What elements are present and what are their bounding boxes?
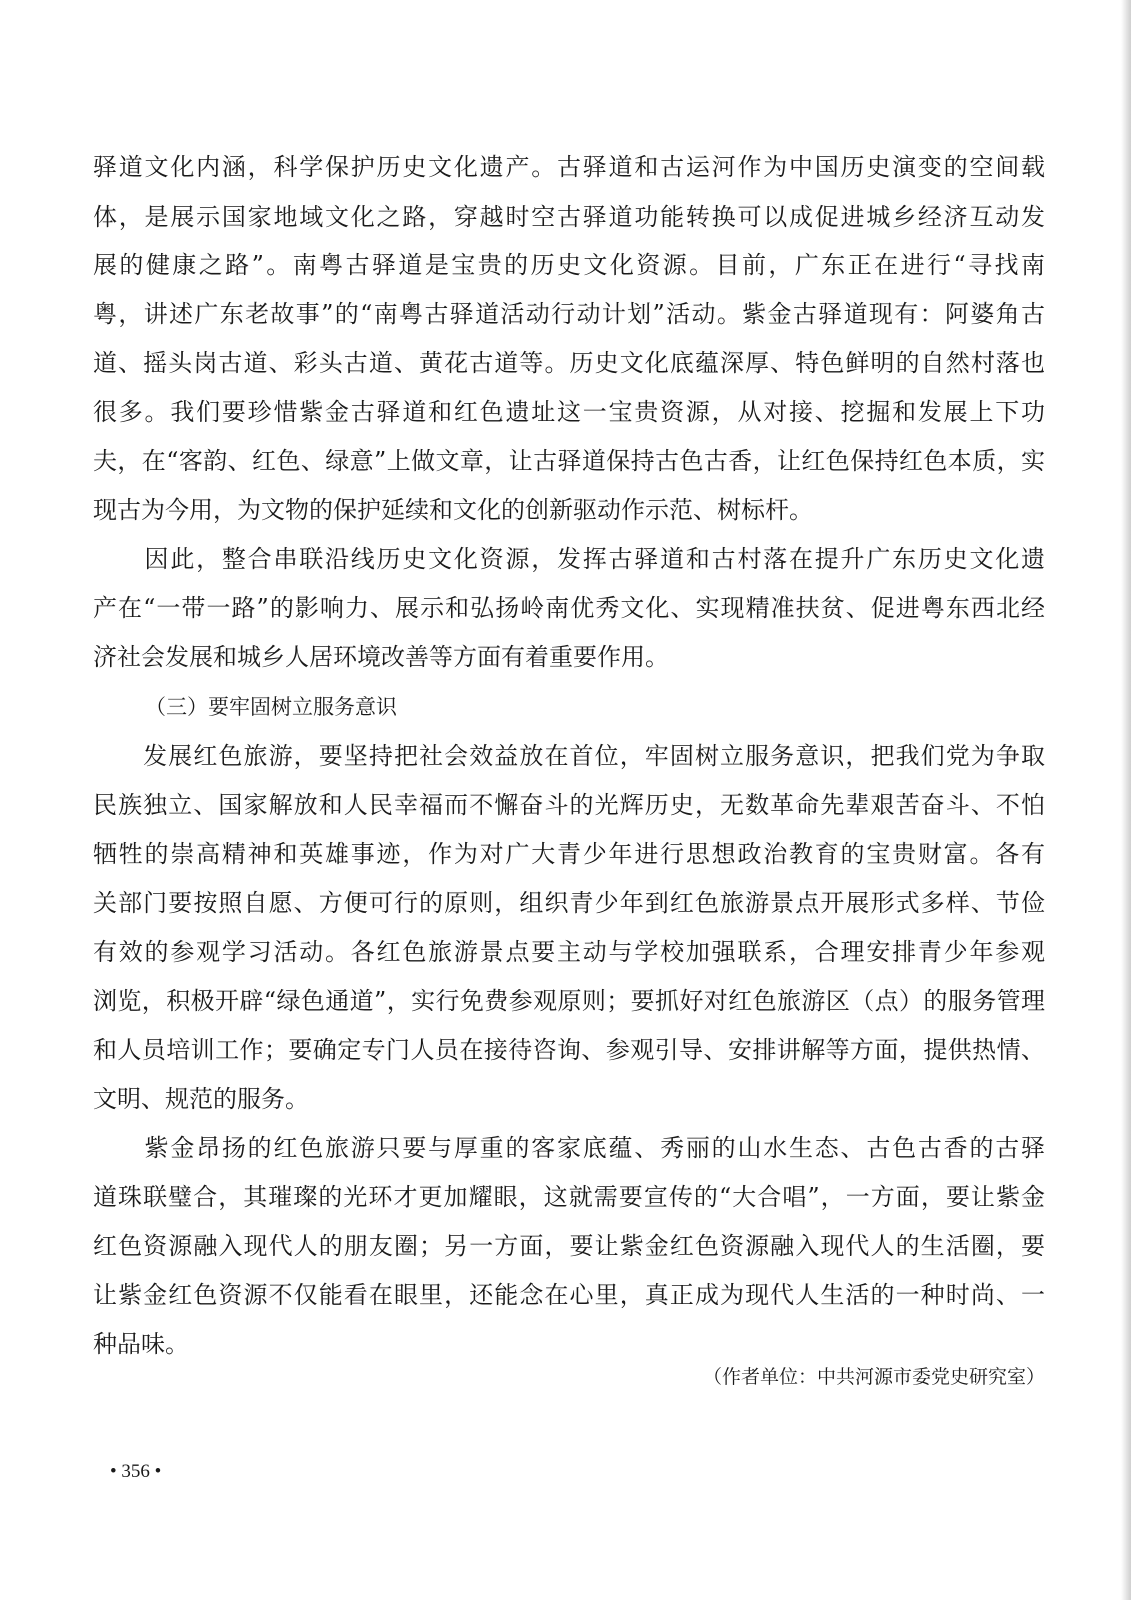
body-line: 牺牲的崇高精神和英雄事迹，作为对广大青少年进行思想政治教育的宝贵财富。各有	[93, 840, 1045, 868]
body-line: 产在“一带一路”的影响力、展示和弘扬岭南优秀文化、实现精准扶贫、促进粤东西北经	[93, 594, 1045, 622]
body-line: 济社会发展和城乡人居环境改善等方面有着重要作用。	[93, 643, 669, 671]
body-line: 驿道文化内涵，科学保护历史文化遗产。古驿道和古运河作为中国历史演变的空间载	[93, 153, 1045, 181]
body-line: 粤，讲述广东老故事”的“南粤古驿道活动行动计划”活动。紫金古驿道现有：阿婆角古	[93, 300, 1045, 328]
body-line: 现古为今用，为文物的保护延续和文化的创新驱动作示范、树标杆。	[93, 496, 813, 524]
page-edge-shadow	[1121, 0, 1131, 1600]
body-line: 道珠联璧合，其璀璨的光环才更加耀眼，这就需要宣传的“大合唱”，一方面，要让紫金	[93, 1183, 1045, 1211]
section-heading: （三）要牢固树立服务意识	[145, 695, 397, 719]
body-line: 很多。我们要珍惜紫金古驿道和红色遗址这一宝贵资源，从对接、挖掘和发展上下功	[93, 398, 1045, 426]
page-number: • 356 •	[110, 1461, 162, 1482]
body-line: 因此，整合串联沿线历史文化资源，发挥古驿道和古村落在提升广东历史文化遗	[93, 545, 1045, 573]
body-line: 紫金昂扬的红色旅游只要与厚重的客家底蕴、秀丽的山水生态、古色古香的古驿	[93, 1134, 1045, 1162]
body-line: 文明、规范的服务。	[93, 1085, 309, 1113]
body-line: 夫，在“客韵、红色、绿意”上做文章，让古驿道保持古色古香，让红色保持红色本质，实	[93, 447, 1045, 475]
body-line: 让紫金红色资源不仅能看在眼里，还能念在心里，真正成为现代人生活的一种时尚、一	[93, 1281, 1045, 1309]
author-affiliation: （作者单位：中共河源市委党史研究室）	[702, 1366, 1045, 1388]
body-line: 体，是展示国家地域文化之路，穿越时空古驿道功能转换可以成促进城乡经济互动发	[93, 203, 1045, 231]
body-line: 和人员培训工作；要确定专门人员在接待咨询、参观引导、安排讲解等方面，提供热情、	[93, 1036, 1045, 1064]
body-line: 发展红色旅游，要坚持把社会效益放在首位，牢固树立服务意识，把我们党为争取	[93, 742, 1045, 770]
body-line: 种品味。	[93, 1330, 189, 1358]
body-line: 民族独立、国家解放和人民幸福而不懈奋斗的光辉历史，无数革命先辈艰苦奋斗、不怕	[93, 791, 1045, 819]
body-line: 有效的参观学习活动。各红色旅游景点要主动与学校加强联系，合理安排青少年参观	[93, 938, 1045, 966]
body-line: 红色资源融入现代人的朋友圈；另一方面，要让紫金红色资源融入现代人的生活圈，要	[93, 1232, 1045, 1260]
body-line: 展的健康之路”。南粤古驿道是宝贵的历史文化资源。目前，广东正在进行“寻找南	[93, 251, 1045, 279]
body-line: 浏览，积极开辟“绿色通道”，实行免费参观原则；要抓好对红色旅游区（点）的服务管理	[93, 987, 1045, 1015]
body-line: 道、摇头岗古道、彩头古道、黄花古道等。历史文化底蕴深厚、特色鲜明的自然村落也	[93, 349, 1045, 377]
body-line: 关部门要按照自愿、方便可行的原则，组织青少年到红色旅游景点开展形式多样、节俭	[93, 889, 1045, 917]
